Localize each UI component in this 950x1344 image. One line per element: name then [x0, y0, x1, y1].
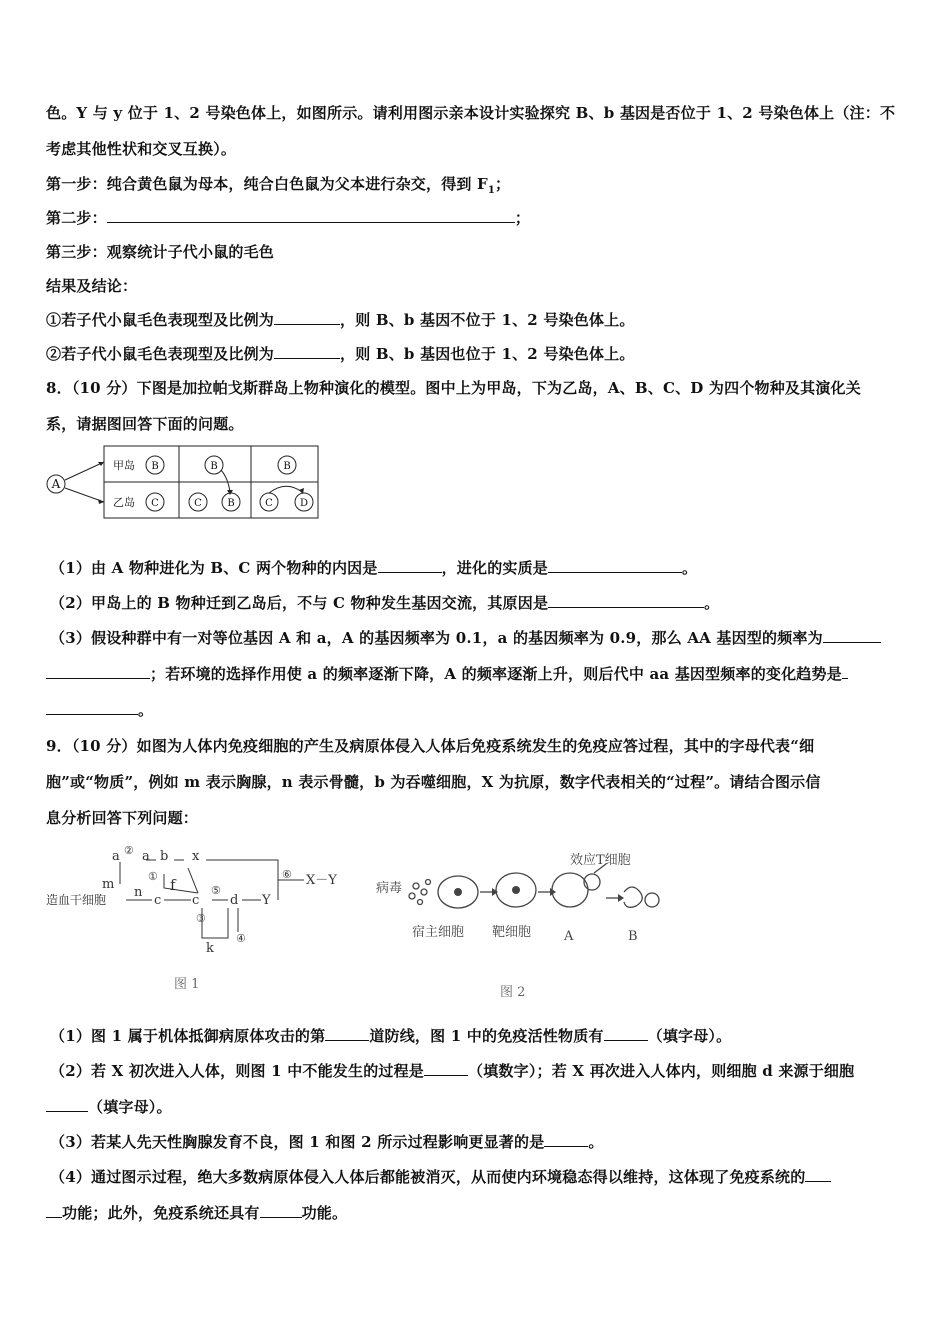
fig1-d: d	[230, 893, 239, 908]
q7-c2-text-a: ②若子代小鼠毛色表现型及比例为	[46, 345, 275, 363]
q7-step-2-text: 第二步：	[46, 209, 107, 227]
fig1-loop-c-k-d	[202, 908, 228, 938]
label-d: D	[299, 498, 309, 509]
label-b-2: B	[210, 461, 218, 472]
fig2-virus-dot	[426, 880, 431, 885]
fig1-num-5: ⑤	[211, 884, 221, 897]
fig1-source-label: 造血干细胞	[46, 893, 107, 907]
q8-p2-text-b: 。	[704, 594, 720, 612]
q7-c1-text-b: ，则 B、b 基因不位于 1、2 号染色体上。	[340, 311, 635, 329]
q7-result-heading: 结果及结论：	[46, 277, 138, 295]
q8-p3-blank-1b[interactable]	[46, 664, 150, 679]
migration-arrow	[221, 470, 230, 492]
fig1-b: b	[160, 849, 169, 864]
q9-p4-blank-1a[interactable]	[805, 1167, 831, 1182]
q8-p1-text-a: （1）由 A 物种进化为 B、C 两个物种的内因是	[50, 559, 378, 577]
q9-part-1	[50, 1025, 731, 1046]
q8-p1-blank-1[interactable]	[378, 558, 442, 573]
arrow-a-to-bottom	[65, 488, 104, 502]
q9-line-3: 息分析回答下列问题：	[46, 809, 199, 827]
q9-p3-text-a: （3）若某人先天性胸腺发育不良，图 1 和图 2 所示过程影响更显著的是	[50, 1133, 545, 1151]
q8-part-3-line-3	[46, 699, 153, 720]
q9-p1-text-a: （1）图 1 属于机体抵御病原体攻击的第	[50, 1027, 326, 1045]
label-b-4: B	[283, 461, 291, 472]
q7-c2-text-b: ，则 B、b 基因也位于 1、2 号染色体上。	[340, 345, 635, 363]
q7-c1-text-a: ①若子代小鼠毛色表现型及比例为	[46, 311, 275, 329]
q8-p3-text-b: ；若环境的选择作用使 a 的频率逐渐下降，A 的频率逐渐上升，则后代中 aa 基因型频率的变化趋势是	[150, 665, 842, 683]
q7-step-2-blank[interactable]	[107, 208, 515, 223]
q9-p2-text-c: （填字母）。	[88, 1098, 172, 1116]
fig2-arrowhead-3	[618, 894, 624, 902]
q8-p3-text-a: （3）假设种群中有一对等位基因 A 和 a，A 的基因频率为 0.1，a 的基因频率为 0.9，那么 AA 基因型的频率为	[50, 629, 823, 647]
q7-conclusion-2	[46, 343, 635, 364]
q8-part-3-line-2	[46, 663, 848, 684]
q7-line-1: 色。Y 与 y 位于 1、2 号染色体上，如图所示。请利用图示亲本设计实验探究 B、b 基因是否位于 1、2 号染色体上（注：不	[46, 104, 896, 122]
q7-line-2: 考虑其他性状和交叉互换）。	[46, 140, 237, 158]
q8-p1-blank-2[interactable]	[548, 558, 682, 573]
fig2-b-label: B	[628, 929, 638, 944]
label-b-3: B	[227, 498, 235, 509]
arrowhead-migration	[227, 490, 233, 495]
q8-p2-text-a: （2）甲岛上的 B 物种迁到乙岛后，不与 C 物种发生基因交流，其原因是	[50, 594, 549, 612]
q9-part-4-line-2	[46, 1202, 347, 1223]
fig2-virus-dot	[413, 883, 419, 889]
q7-step-1-text: 第一步：纯合黄色鼠为母本，纯合白色鼠为父本进行杂交，得到 F	[46, 175, 488, 193]
q9-part-2-line-2	[46, 1096, 172, 1117]
fig1-a2: a	[142, 849, 150, 864]
q8-p1-text-c: 。	[682, 559, 698, 577]
fig2-cell-a	[552, 873, 588, 907]
label-species-a: A	[51, 477, 61, 491]
q9-p2-blank-1[interactable]	[424, 1061, 468, 1076]
q8-p3-blank-2a[interactable]	[842, 664, 848, 679]
fig1-a: a	[112, 849, 120, 864]
q8-line-1: 8．（10 分）下图是加拉帕戈斯群岛上物种演化的模型。图中上为甲岛，下为乙岛，A、B、C、D 为四个物种及其演化关	[46, 379, 861, 397]
q9-p4-text-a: （4）通过图示过程，绝大多数病原体侵入人体后都能被消灭，从而使内环境稳态得以维持，这体现了免疫系统的	[50, 1168, 806, 1186]
q9-line-2: 胞”或“物质”，例如 m 表示胸腺，n 表示骨髓，b 为吞噬细胞，X 为抗原，数字代表相关的“过程”。请结合图示信	[46, 773, 821, 791]
fig2-target-label: 靶细胞	[492, 925, 532, 940]
fig2-a-label: A	[564, 929, 574, 944]
fig1-c2: c	[192, 893, 200, 908]
q8-p3-blank-1a[interactable]	[823, 628, 881, 643]
q8-part-2	[50, 592, 719, 613]
q9-p4-text-b: 功能；此外，免疫系统还具有	[62, 1204, 260, 1222]
fig2-host-nucleus	[454, 888, 462, 896]
fig2-caption: 图 2	[500, 985, 526, 1000]
q9-line-1: 9．（10 分）如图为人体内免疫细胞的产生及病原体侵入人体后免疫系统发生的免疫应答过程，其中的字母代表“细	[46, 737, 815, 755]
fig1-num-2: ②	[124, 844, 134, 857]
q9-figure-1	[46, 838, 346, 1008]
fig1-k: k	[206, 941, 214, 956]
q9-p1-text-c: （填字母）。	[647, 1027, 732, 1045]
speciation-arrow	[269, 486, 302, 493]
q8-part-1	[50, 557, 697, 578]
q9-p4-blank-1b[interactable]	[46, 1203, 62, 1218]
q8-p1-text-b: ，进化的实质是	[441, 559, 548, 577]
q9-p2-text-b: （填数字）；若 X 再次进入人体内，则细胞 d 来源于细胞	[468, 1062, 855, 1080]
label-c-3: C	[265, 498, 273, 509]
q9-p2-blank-2[interactable]	[46, 1097, 88, 1112]
fig1-num-6: ⑥	[282, 868, 292, 881]
q9-p1-text-b: 道防线，图 1 中的免疫活性物质有	[369, 1027, 604, 1045]
fig2-virus-dot	[409, 893, 415, 899]
q9-figure-2	[372, 848, 672, 1008]
label-island2: 乙岛	[113, 496, 135, 509]
q9-p1-blank-2[interactable]	[604, 1026, 648, 1041]
q8-line-2: 系，请据图回答下面的问题。	[46, 415, 244, 433]
q7-c1-blank[interactable]	[274, 310, 340, 325]
fig1-x: x	[192, 849, 200, 864]
fig1-c: c	[154, 893, 162, 908]
label-island1: 甲岛	[113, 459, 135, 472]
q7-step-1	[46, 173, 510, 196]
fig2-cell-b-t	[645, 893, 659, 907]
fig2-virus-dot	[418, 900, 423, 905]
q8-part-3-line-1	[50, 627, 881, 648]
label-c-1: C	[151, 498, 159, 509]
q9-p3-text-b: 。	[588, 1133, 604, 1151]
fig1-num-3: ③	[196, 912, 206, 925]
fig1-num-4: ④	[236, 932, 246, 945]
fig1-y: Y	[262, 893, 271, 908]
fig1-n: n	[134, 885, 143, 900]
fig1-out: X－Y	[306, 873, 337, 888]
fig2-cell-b-fragment	[624, 887, 642, 907]
q7-step-1-end: ；	[495, 175, 511, 193]
q7-conclusion-1	[46, 309, 635, 330]
label-b-1: B	[151, 461, 159, 472]
q7-step-2	[46, 207, 530, 228]
fig2-host-label: 宿主细胞	[412, 925, 465, 940]
q7-step-3: 第三步：观察统计子代小鼠的毛色	[46, 243, 275, 261]
q9-part-2-line-1	[50, 1060, 854, 1081]
q9-p3-blank[interactable]	[544, 1132, 588, 1147]
fig1-num-1: ①	[148, 870, 158, 883]
q9-p4-blank-2[interactable]	[260, 1203, 302, 1218]
fig2-virus-label: 病毒	[376, 881, 403, 896]
fig2-effector-label: 效应T细胞	[570, 853, 631, 868]
q9-p2-text-a: （2）若 X 初次进入人体，则图 1 中不能发生的过程是	[50, 1062, 425, 1080]
q7-step-2-end: ；	[514, 209, 531, 227]
q8-p3-text-c: 。	[138, 701, 154, 719]
label-c-2: C	[194, 498, 202, 509]
q8-p2-blank[interactable]	[548, 593, 704, 608]
q7-c2-blank[interactable]	[274, 344, 340, 359]
q9-part-4-line-1	[50, 1166, 831, 1187]
fig1-m: m	[102, 877, 115, 892]
fig1-f: f	[170, 876, 176, 894]
fig2-target-nucleus	[512, 886, 520, 894]
q8-p3-blank-2b[interactable]	[46, 700, 138, 715]
q8-evolution-diagram	[40, 440, 330, 530]
arrow-a-to-top	[65, 462, 104, 480]
fig1-arrow-f-to-c	[188, 868, 198, 893]
q9-p1-blank-1[interactable]	[325, 1026, 369, 1041]
fig1-caption: 图 1	[174, 977, 200, 992]
q9-part-3	[50, 1131, 604, 1152]
fig2-virus-dot	[421, 889, 427, 895]
q7-step-1-subscript: 1	[487, 185, 496, 196]
q9-p4-text-c: 功能。	[301, 1204, 348, 1222]
